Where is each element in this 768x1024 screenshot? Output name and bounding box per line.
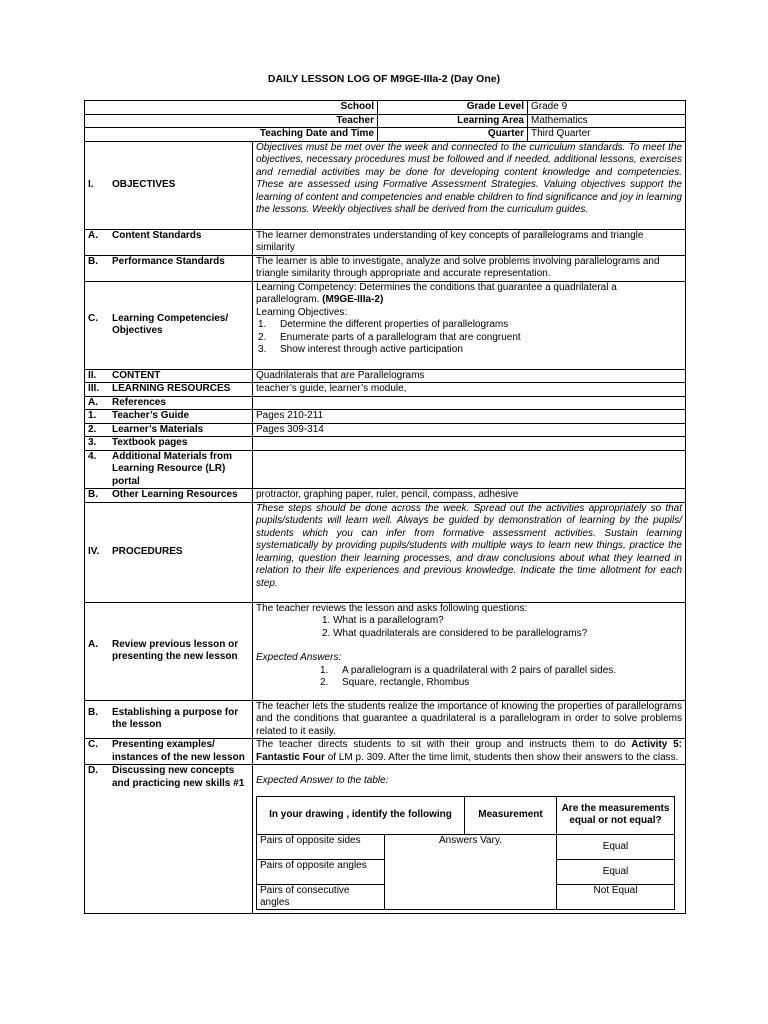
- row-additional-materials: [85, 450, 686, 489]
- discussing-label: Discussing new concepts and practicing new skills #1: [112, 765, 245, 789]
- competencies-label: Learning Competencies/ Objectives: [112, 312, 229, 336]
- procedures-label-cell: [85, 502, 253, 602]
- performance-standards-label-cell: [85, 255, 253, 281]
- teachers-guide-pages: Pages 210-211: [253, 410, 686, 424]
- objective-item: 3. Show interest through active participation: [258, 344, 463, 355]
- purpose-label: Establishing a purpose for the lesson: [112, 706, 239, 731]
- resources-label-cell: [85, 383, 253, 397]
- examples-text: [253, 739, 686, 765]
- discussing-cell: [253, 765, 686, 914]
- competencies-num: C.: [88, 312, 98, 324]
- row-item: Pairs of opposite angles: [257, 859, 385, 884]
- quarter-value: Third Quarter: [528, 128, 686, 142]
- row-result: Not Equal: [557, 884, 675, 909]
- review-label: Review previous lesson or presenting the new lesson: [112, 638, 239, 662]
- examples-num: C.: [88, 739, 98, 750]
- other-resources-label-cell: [85, 489, 253, 503]
- content-num: II.: [88, 369, 97, 381]
- grade-level-value: Grade 9: [528, 101, 686, 115]
- review-question: 2. What quadrilaterals are considered to be parallelograms?: [322, 627, 588, 639]
- additional-label-cell: [85, 450, 253, 489]
- content-label: CONTENT: [112, 369, 161, 381]
- objectives-label: OBJECTIVES: [112, 178, 176, 190]
- competency-text: Learning Competency: Determines the conditions that guarantee a quadrilateral a parallelogram.: [256, 281, 617, 305]
- row-performance-standards: [85, 255, 686, 281]
- teachers-guide-label-cell: [85, 410, 253, 424]
- quarter-label: Quarter: [378, 128, 528, 142]
- row-school: [85, 101, 686, 115]
- review-intro: The teacher reviews the lesson and asks following questions:: [256, 602, 528, 614]
- row-textbook-pages: [85, 437, 686, 451]
- header-identify: In your drawing , identify the following: [257, 796, 465, 834]
- objectives-label-cell: [85, 141, 253, 229]
- row-result: Equal: [557, 859, 675, 884]
- examples-text-b: of LM p. 309. After the time limit, students then show their answers to the class.: [327, 751, 679, 763]
- performance-standards-label: Performance Standards: [112, 255, 225, 267]
- procedures-num: IV.: [88, 545, 100, 557]
- other-resources-text: protractor, graphing paper, ruler, pencil, compass, adhesive: [253, 489, 686, 503]
- teacher-label: Teacher: [85, 114, 378, 128]
- measurement-value: Answers Vary.: [385, 834, 557, 909]
- properties-table: [256, 796, 675, 910]
- discussing-label-cell: [85, 765, 253, 914]
- row-teachers-guide: [85, 410, 686, 424]
- additional-num: 4.: [88, 450, 97, 462]
- row-discussing: [85, 765, 686, 914]
- references-num: A.: [88, 396, 98, 408]
- discussing-num: D.: [88, 765, 98, 776]
- review-label-cell: [85, 602, 253, 700]
- content-label-cell: [85, 369, 253, 383]
- expected-answer-table-label: Expected Answer to the table:: [256, 775, 389, 786]
- page-title: DAILY LESSON LOG OF M9GE-IIIa-2 (Day One): [267, 73, 501, 85]
- row-item: Pairs of opposite sides: [257, 834, 385, 859]
- competencies-cell: [253, 281, 686, 369]
- purpose-text: The teacher lets the students realize the importance of knowing the properties of parallelograms and the conditions that guarantee a quadrilateral is a parallelogram in order to solve problems related to it easily.: [253, 700, 686, 739]
- textbook-value: [253, 437, 686, 451]
- textbook-label: Textbook pages: [112, 437, 188, 448]
- review-cell: [253, 602, 686, 700]
- teachers-guide-label: Teacher’s Guide: [112, 410, 190, 421]
- objectives-num: I.: [88, 178, 94, 190]
- content-text: Quadrilaterals that are Parallelograms: [253, 369, 686, 383]
- row-review: [85, 602, 686, 700]
- dll-table: [84, 100, 686, 914]
- examples-label: Presenting examples/ instances of the new lesson: [112, 739, 245, 763]
- row-learners-materials: [85, 423, 686, 437]
- resources-label: LEARNING RESOURCES: [112, 383, 231, 394]
- resources-num: III.: [88, 383, 100, 394]
- review-num: A.: [88, 638, 98, 650]
- competency-code: (M9GE-IIIa-2): [322, 294, 384, 305]
- objectives-heading: Learning Objectives:: [256, 306, 348, 318]
- row-teacher: [85, 114, 686, 128]
- row-competencies: [85, 281, 686, 369]
- additional-value: [253, 450, 686, 489]
- learning-area-label: Learning Area: [378, 114, 528, 128]
- learners-materials-label-cell: [85, 423, 253, 437]
- performance-standards-text: The learner is able to investigate, analyze and solve problems involving parallelograms and triangle similarity through appropriate and accurate representation.: [253, 255, 686, 281]
- performance-standards-num: B.: [88, 255, 98, 267]
- objective-item: 2. Enumerate parts of a parallelogram that are congruent: [258, 331, 521, 343]
- learners-materials-label: Learner’s Materials: [112, 423, 204, 435]
- examples-activity: Activity 5: Fantastic Four: [256, 739, 682, 763]
- properties-header-row: [257, 796, 675, 834]
- learning-area-value: Mathematics: [528, 114, 686, 128]
- learners-materials-num: 2.: [88, 423, 97, 435]
- content-standards-label: Content Standards: [112, 229, 202, 241]
- row-objectives: [85, 141, 686, 229]
- school-label: School: [85, 101, 378, 115]
- expected-answer: 2. Square, rectangle, Rhombus: [320, 677, 470, 688]
- row-other-resources: [85, 489, 686, 503]
- additional-label: Additional Materials from Learning Resource (LR) portal: [112, 450, 233, 487]
- objective-item: 1. Determine the different properties of parallelograms: [258, 319, 509, 330]
- row-item: Pairs of consecutive angles: [257, 884, 385, 909]
- procedures-label: PROCEDURES: [112, 545, 183, 557]
- header-equal: Are the measurements equal or not equal?: [557, 796, 675, 834]
- procedures-text: These steps should be done across the week. Spread out the activities appropriately so that pupils/students will learn well. Always be guided by demonstration of learning by the pupils/ students which you can infer from formative assessment activities. Sustain learning systematically by providing pupils/students with multiple ways to learn new things, practice the learning, question their learning processes, and draw conclusions about what they learned in relation to their life experiences and previous knowledge. Indicate the time allotment for each step.: [253, 502, 686, 602]
- row-content-standards: [85, 229, 686, 255]
- teachers-guide-num: 1.: [88, 410, 97, 421]
- resources-text: teacher’s guide, learner’s module,: [253, 383, 686, 397]
- references-label: References: [112, 396, 166, 408]
- examples-text-a: The teacher directs students to sit with their group and instructs them to do: [256, 739, 626, 750]
- content-standards-label-cell: [85, 229, 253, 255]
- content-standards-text: The learner demonstrates understanding of key concepts of parallelograms and triangle similarity: [253, 229, 686, 255]
- examples-label-cell: [85, 739, 253, 765]
- other-resources-num: B.: [88, 489, 98, 500]
- references-label-cell: [85, 396, 253, 410]
- expected-answer: 1. A parallelogram is a quadrilateral with 2 pairs of parallel sides.: [320, 664, 617, 676]
- row-purpose: [85, 700, 686, 739]
- objectives-text: Objectives must be met over the week and connected to the curriculum standards. To meet the objectives, necessary procedures must be followed and if needed, additional lessons, exercises and remedial activities may be done for developing content knowledge and competencies. These are assessed using Formative Assessment Strategies. Valuing objectives support the learning of content and competencies and enable children to find significance and joy in learning the lessons. Weekly objectives shall be derived from the curriculum guides.: [253, 141, 686, 229]
- other-resources-label: Other Learning Resources: [112, 489, 238, 500]
- purpose-num: B.: [88, 706, 98, 718]
- purpose-label-cell: [85, 700, 253, 739]
- row-references: [85, 396, 686, 410]
- review-question: 1. What is a parallelogram?: [322, 615, 444, 626]
- date-label: Teaching Date and Time: [85, 128, 378, 142]
- competencies-label-cell: [85, 281, 253, 369]
- row-result: Equal: [557, 834, 675, 859]
- row-examples: [85, 739, 686, 765]
- table-row: [257, 834, 675, 859]
- textbook-num: 3.: [88, 437, 97, 448]
- row-learning-resources: [85, 383, 686, 397]
- grade-level-label: Grade Level: [378, 101, 528, 115]
- learners-materials-pages: Pages 309-314: [253, 423, 686, 437]
- row-procedures: [85, 502, 686, 602]
- references-value: [253, 396, 686, 410]
- textbook-label-cell: [85, 437, 253, 451]
- content-standards-num: A.: [88, 229, 98, 241]
- row-date: [85, 128, 686, 142]
- expected-answers-label: Expected Answers:: [256, 652, 342, 663]
- row-content: [85, 369, 686, 383]
- header-measurement: Measurement: [465, 796, 557, 834]
